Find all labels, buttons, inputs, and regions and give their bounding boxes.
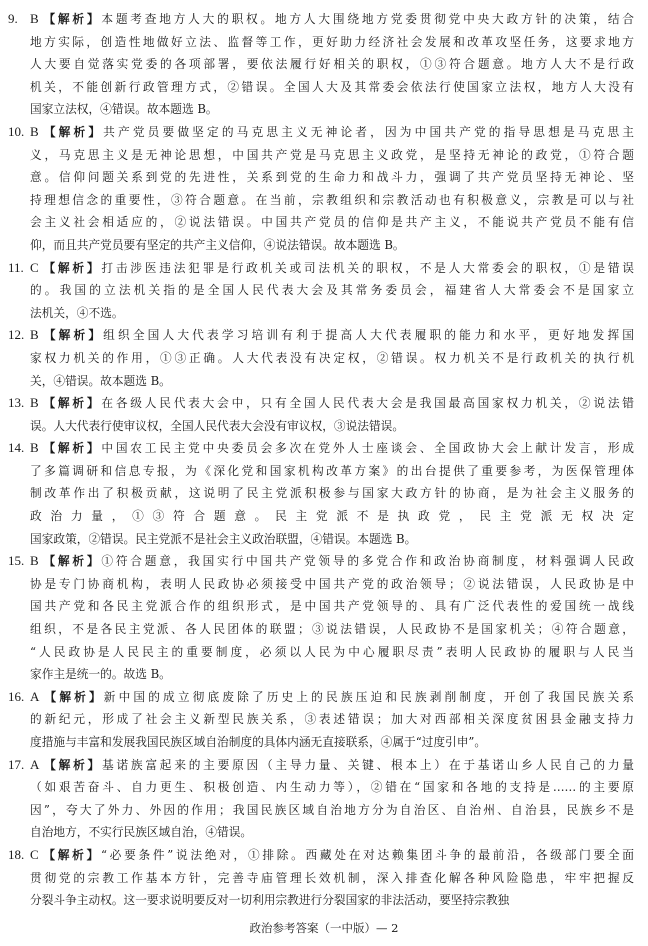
- question-number: 12.: [8, 327, 25, 343]
- explanation-line: 地方实际，创造性地做好立法、监督等工作，更好助力经济社会发展和改革攻坚任务，这要求地方: [30, 34, 634, 49]
- question-number: 14.: [8, 440, 25, 456]
- analysis-tag: 【解析】: [40, 847, 101, 862]
- question-block: [8, 754, 634, 844]
- question-block: [8, 8, 634, 121]
- question-number: 13.: [8, 395, 25, 411]
- explanation-line: 制改革作出了积极贡献，这说明了民主党派积极参与国家大政方针的协商，是为社会主义服务的: [30, 486, 634, 501]
- answer-letter: C: [30, 259, 39, 275]
- explanation-line: （如艰苦奋斗、自力更生、积极创造、内生动力等），②错在“国家和各地的支持是……的主要原: [30, 780, 634, 795]
- question-number: 10.: [8, 123, 25, 139]
- analysis-tag: 【解析】: [40, 124, 104, 139]
- explanation-line: [30, 550, 634, 573]
- question-block: [8, 550, 634, 686]
- explanation-line: [30, 257, 634, 280]
- answer-letter: A: [30, 688, 40, 704]
- answer-letter: B: [30, 440, 39, 456]
- explanation-text: 中国农工民主党中央委员会多次在党外人士座谈会、全国政协大会上献计发言，形成: [101, 441, 634, 456]
- explanation-line: [30, 754, 634, 777]
- answer-letter: B: [30, 553, 39, 569]
- explanation-line: 会主义社会相适应的，②说法错误。中国共产党员的信仰是共产主义，不能说共产党员不能有信: [30, 215, 634, 230]
- explanation-text: 本题考查地方人大的职权。地方人大围绕地方党委贯彻党中央大政方针的决策，结合: [101, 12, 634, 26]
- explanation-line: 政治力量，①③符合题意。民主党派不是执政党，民主党派无权决定: [30, 509, 634, 524]
- analysis-tag: 【解析】: [41, 757, 102, 772]
- question-number: 16.: [8, 688, 25, 704]
- question-number: 11.: [8, 259, 24, 275]
- question-block: [8, 324, 634, 392]
- explanation-text: 共产党员要做坚定的马克思主义无神论者，因为中国共产党的指导思想是马克思主: [103, 124, 634, 139]
- analysis-tag: 【解析】: [40, 260, 102, 275]
- answer-letter: B: [30, 395, 39, 411]
- explanation-line: [30, 437, 634, 460]
- explanation-line: 家权力机关的作用，①③正确。人大代表没有决定权，②错误。权力机关不是行政机关的执行机: [30, 350, 634, 365]
- explanation-line: 关，④错误。故本题选 B。: [30, 373, 171, 388]
- explanation-text: 新中国的成立彻底废除了历史上的民族压迫和民族剥削制度，开创了我国民族关系: [103, 689, 634, 704]
- explanation-line: 法机关，④不选。: [30, 305, 124, 320]
- analysis-tag: 【解析】: [41, 689, 104, 704]
- explanation-line: 分裂斗争主动权。这一要求说明要反对一切利用宗教进行分裂国家的非法活动，要坚持宗教独: [30, 893, 510, 908]
- analysis-tag: 【解析】: [40, 396, 102, 411]
- analysis-tag: 【解析】: [40, 328, 104, 343]
- explanation-line: 义，马克思主义是无神论思想，中国共产党是马克思主义政党，是坚持无神论的政党，①符合题: [30, 147, 634, 162]
- explanation-line: “人民政协是人民民主的重要制度，必须以人民为中心履职尽责”表明人民政协的履职与人民当: [30, 644, 634, 659]
- question-block: [8, 392, 634, 437]
- analysis-tag: 【解析】: [40, 441, 102, 456]
- question-block: [8, 844, 634, 912]
- explanation-line: 持理想信念的重要性，③符合题意。在当前，宗教组织和宗教活动也有积极意义，宗教是可以与社: [30, 192, 634, 207]
- explanation-line: 组织，不是各民主党派、各人民团体的联盟；③说法错误，人民政协不是国家机关；④符合题意，: [30, 622, 634, 637]
- page-footer: 政治参考答案（一中版）— 2: [249, 921, 399, 935]
- explanation-line: 自治地方，不实行民族区域自治，④错误。: [30, 825, 253, 840]
- explanation-line: 的。我国的立法机关指的是全国人民代表大会及其常务委员会，福建省人大常委会不是国家立: [30, 283, 634, 298]
- explanation-line: [30, 844, 634, 867]
- explanation-line: 国家政策，②错误。民主党派不是社会主义政治联盟，④错误。本题选 B。: [30, 531, 417, 546]
- explanation-line: 贯彻党的宗教工作基本方针，完善寺庙管理长效机制，深入排查化解各种风险隐患，牢牢把握反: [30, 870, 634, 885]
- explanation-text: 组织全国人大代表学习培训有利于提高人大代表履职的能力和水平，更好地发挥国: [103, 328, 634, 343]
- explanation-line: 的新纪元，形成了社会主义新型民族关系，③表述错误；加大对西部相关深度贫困县金融支持力: [30, 712, 634, 727]
- explanation-line: [30, 392, 634, 415]
- explanation-line: 因”，夸大了外力、外因的作用；我国民族区域自治地方分为自治区、自治州、自治县，民族乡不是: [30, 802, 634, 817]
- explanation-line: 意。信仰问题关系到党的先进性，关系到党的生命力和战斗力，强调了共产党员坚持无神论、坚: [30, 170, 634, 185]
- explanation-line: 家作主是统一的。故选 B。: [30, 667, 171, 682]
- explanation-line: 误。人大代表行使审议权，全国人民代表大会没有审议权，③说法错误。: [30, 418, 405, 433]
- explanation-line: [30, 8, 634, 31]
- explanation-line: [30, 686, 634, 709]
- explanation-line: 仰，而且共产党员要有坚定的共产主义信仰，④说法错误。故本题选 B。: [30, 237, 405, 252]
- question-block: [8, 437, 634, 550]
- answer-letter: C: [30, 846, 39, 862]
- explanation-line: 国共产党和各民主党派合作的组织形式，是中国共产党领导的、具有广泛代表性的爱国统一战线: [30, 599, 634, 614]
- analysis-tag: 【解析】: [40, 554, 102, 569]
- explanation-line: 协是专门协商机构，表明人民政协必须接受中国共产党的政治领导；②说法错误，人民政协是中: [30, 576, 634, 591]
- explanation-text: “必要条件”说法绝对，①排除。西藏处在对达赖集团斗争的最前沿，各级部门要全面: [100, 847, 634, 862]
- question-number: 17.: [8, 756, 25, 772]
- answer-letter: B: [30, 327, 39, 343]
- explanation-line: 机关，不能创新行政管理方式，②错误。全国人大及其常委会依法行使国家立法权，地方人大没有: [30, 79, 634, 94]
- explanation-line: 人大要自觉落实党委的各项部署，要依法履行好相关的职权，①③符合题意。地方人大不是行政: [30, 57, 634, 72]
- analysis-tag: 【解析】: [40, 12, 102, 26]
- answer-letter: B: [30, 123, 39, 139]
- explanation-line: 了多篇调研和信息专报，为《深化党和国家机构改革方案》的出台提供了重要参考，为医保管理体: [30, 463, 634, 478]
- explanation-line: 度措施与丰富和发展我国民族区域自治制度的具体内涵无直接联系，④属于“过度引申”。: [30, 735, 487, 749]
- question-block: [8, 257, 634, 325]
- explanation-text: 基诺族富起来的主要原因（主导力量、关键、根本上）在于基诺山乡人民自己的力量: [101, 757, 634, 772]
- question-block: [8, 121, 634, 257]
- explanation-line: [30, 324, 634, 347]
- explanation-text: 打击涉医违法犯罪是行政机关或司法机关的职权，不是人大常委会的职权，①是错误: [101, 260, 634, 275]
- question-number: 9.: [8, 11, 18, 26]
- explanation-text: ①符合题意，我国实行中国共产党领导的多党合作和政治协商制度，材料强调人民政: [101, 554, 634, 569]
- question-number: 18.: [8, 846, 25, 862]
- question-block: [8, 686, 634, 754]
- answer-letter: A: [30, 756, 40, 772]
- answer-letter: B: [30, 11, 39, 26]
- explanation-text: 在各级人民代表大会中，只有全国人民代表大会是我国最高国家权力机关，②说法错: [101, 396, 634, 411]
- explanation-line: 国家立法权，④错误。故本题选 B。: [30, 102, 218, 117]
- question-number: 15.: [8, 553, 25, 569]
- explanation-line: [30, 121, 634, 144]
